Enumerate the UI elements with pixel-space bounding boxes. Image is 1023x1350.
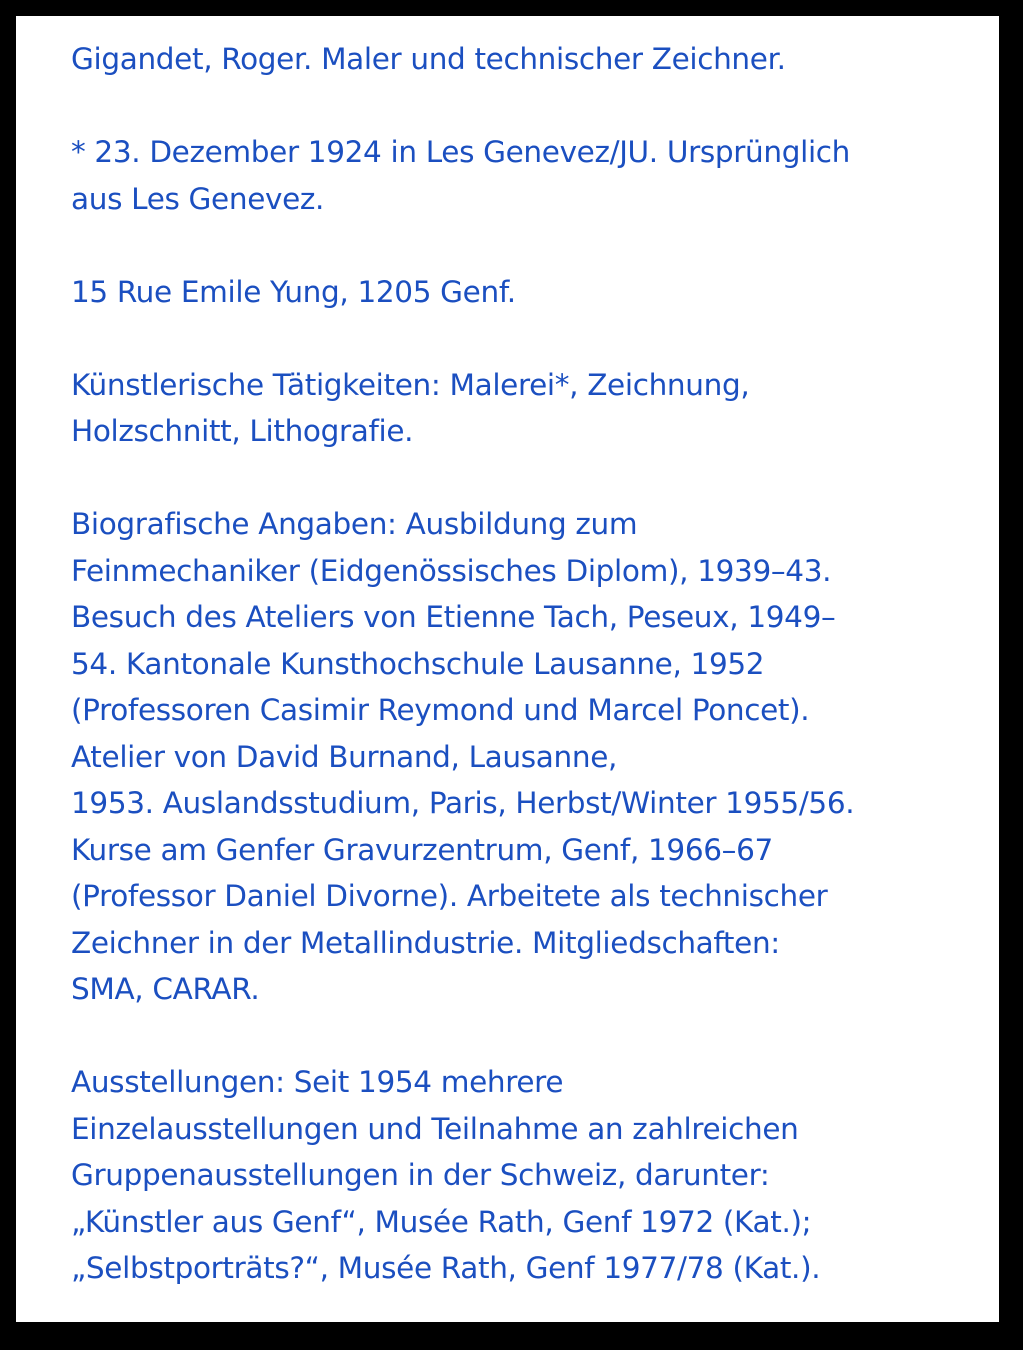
artistic-activities: Künstlerische Tätigkeiten: Malerei*, Zeichnung, Holzschnitt, Lithografie.	[71, 367, 750, 448]
entry-heading: Gigandet, Roger. Maler und technischer Zeichner.	[71, 42, 786, 76]
document-page	[16, 16, 999, 1322]
address: 15 Rue Emile Yung, 1205 Genf.	[71, 274, 516, 309]
biographical-details: Biografische Angaben: Ausbildung zum Feinmechaniker (Eidgenössisches Diplom), 1939–43. Besuch des Ateliers von Etienne Tach, Peseux, 1949– 54. Kantonale Kunsthochschule Lausanne, 1952 (Professoren Casimir Reymond und Marcel Poncet). Atelier von David Burnand, Lausanne, 1953. Auslandsstudium, Paris, Herbst/Winter 1955/56. Kurse am Genfer Gravurzentrum, Genf, 1966–67 (Professor Daniel Divorne). Arbeitete als technischer Zeichner in der Metallindustrie. Mitgliedschaften: SMA, CARAR.	[71, 507, 855, 1006]
exhibitions: Ausstellungen: Seit 1954 mehrere Einzelausstellungen und Teilnahme an zahlreichen Gruppenausstellungen in der Schweiz, darunter: „Künstler aus Genf“, Musée Rath, Genf 1972 (Kat.); „Selbstporträts?“, Musée Rath, Genf 1977/78 (Kat.).	[71, 1065, 821, 1285]
birth-info: * 23. Dezember 1924 in Les Genevez/JU. Ursprünglich aus Les Genevez.	[71, 135, 851, 216]
